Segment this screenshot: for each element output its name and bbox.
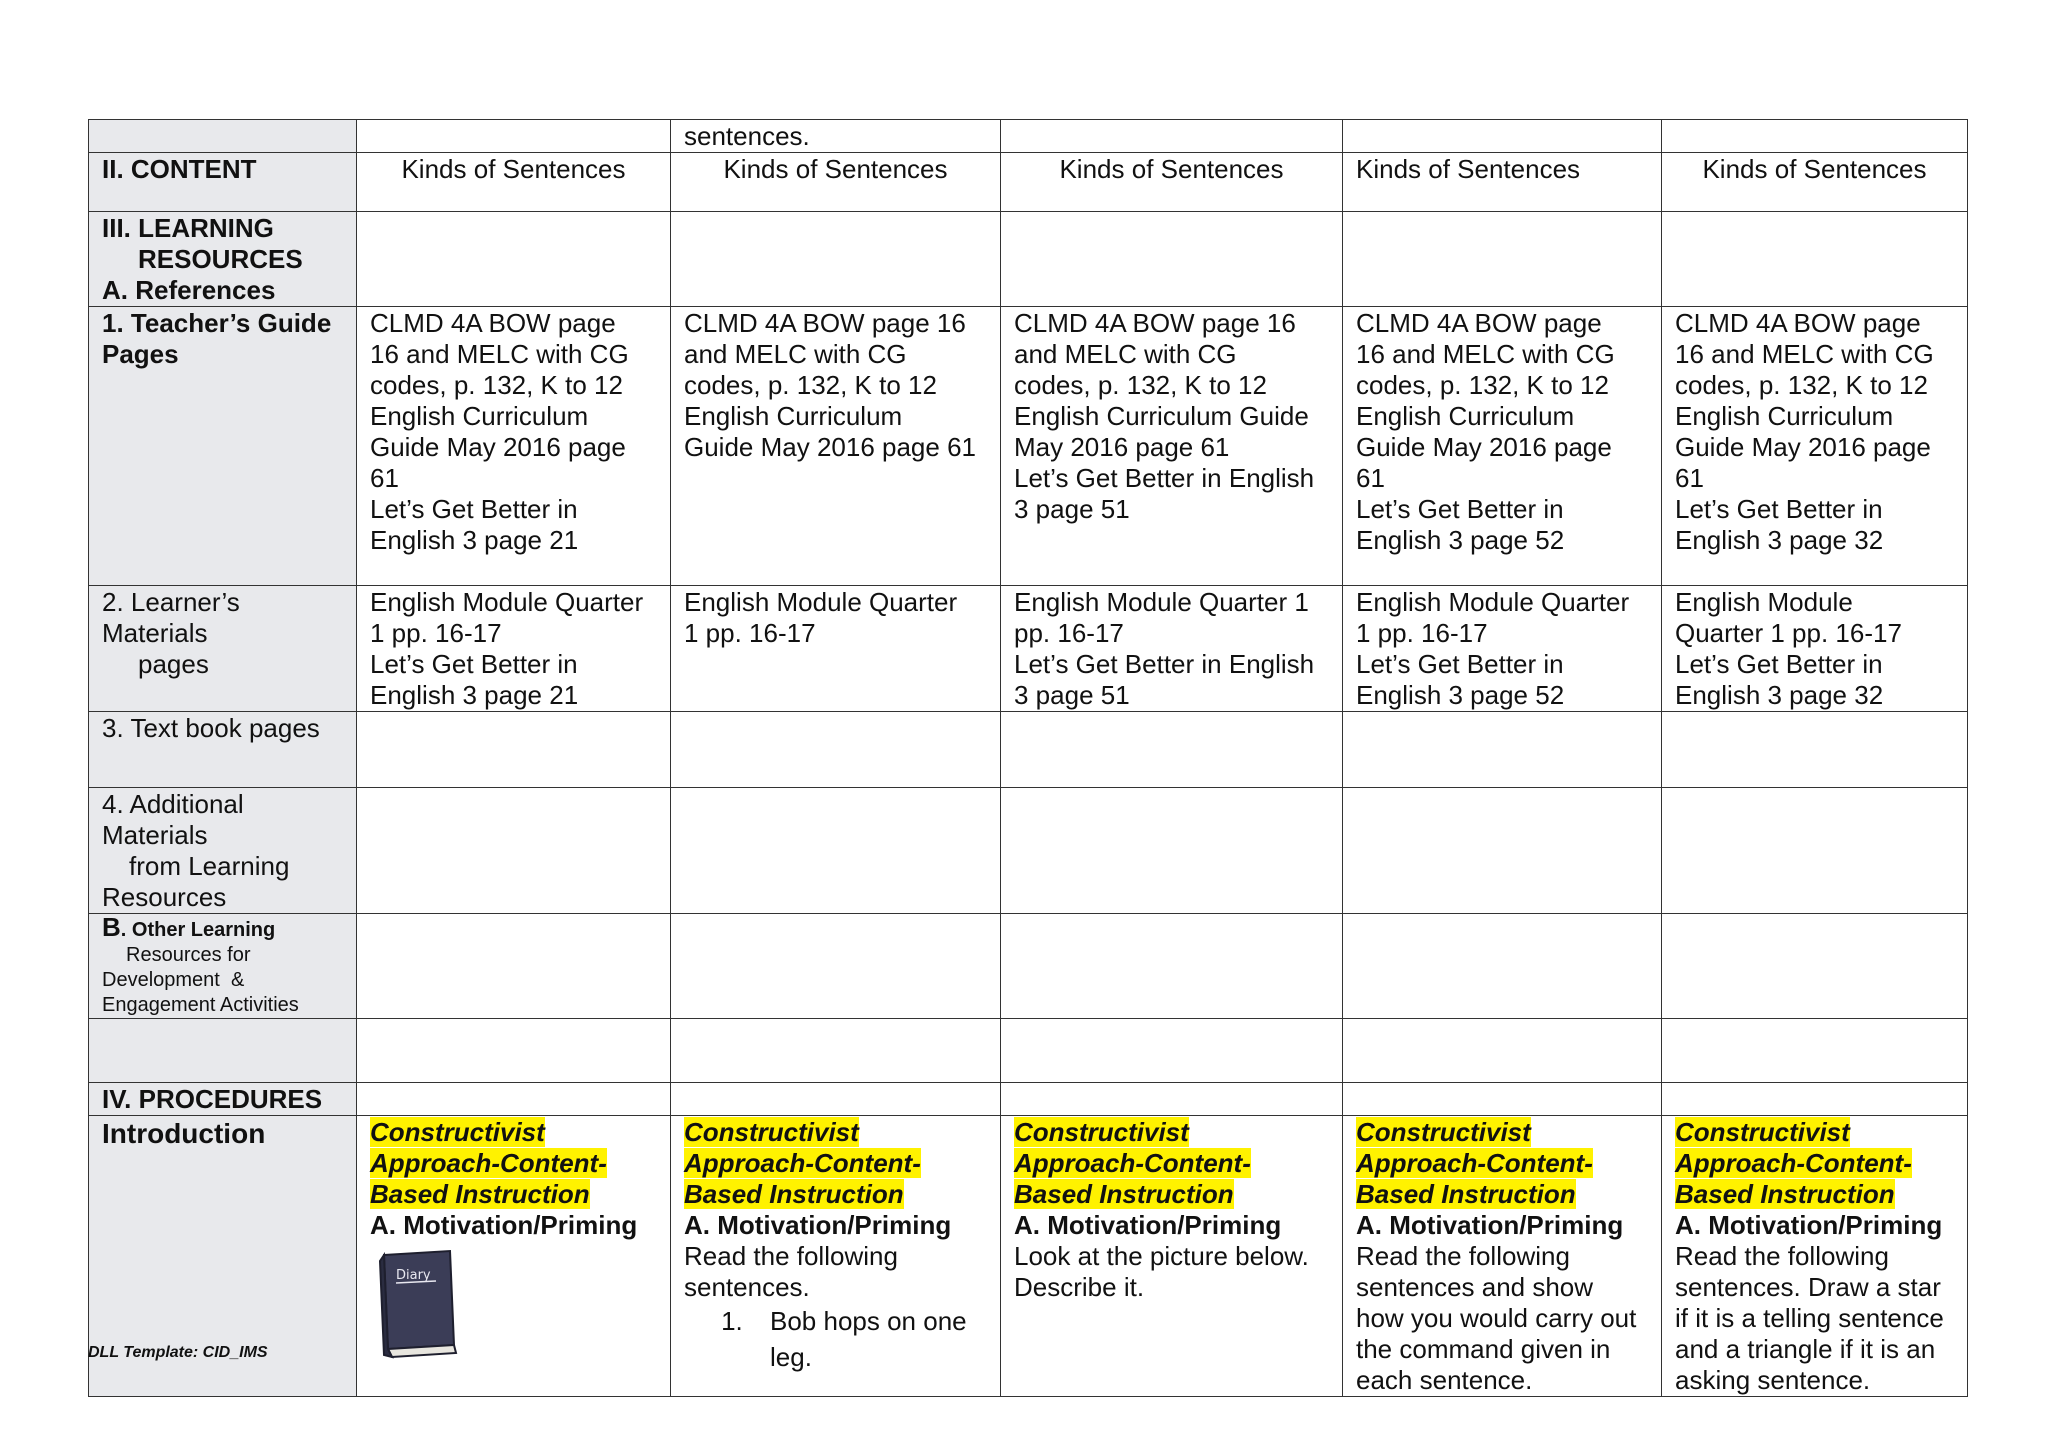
approach-line [370,1148,657,1179]
learning-resources-label [89,212,357,307]
procedures-label: IV. PROCEDURES [89,1083,357,1116]
text-line: Guide May 2016 page 61 [684,432,976,462]
text-line: English Module Quarter [684,587,958,617]
approach-text: Based Instruction [370,1179,590,1209]
approach-line [370,1117,657,1148]
text-line: 3 page 51 [1014,494,1130,524]
cell [1001,1019,1343,1083]
list-item: 1. Bob hops on one leg. [750,1303,987,1375]
cell [1343,914,1662,1019]
text-line: codes, p. 132, K to 12 [1014,370,1267,400]
approach-text: Constructivist [684,1117,859,1147]
text-line: sentences and show [1356,1272,1594,1302]
approach-line [1675,1148,1954,1179]
label-line: from Learning [129,851,290,881]
diary-label: Diary [396,1268,431,1283]
content-cell: Kinds of Sentences [671,153,1001,212]
motivation-heading: A. Motivation/Priming [1014,1210,1282,1240]
text-line: each sentence. [1356,1365,1533,1395]
text-line: Read the following [1675,1241,1889,1271]
text-line: how you would carry out [1356,1303,1637,1333]
label-line: Development & [102,969,245,991]
text-line: codes, p. 132, K to 12 [684,370,937,400]
text-line: Let’s Get Better in [1675,649,1883,679]
table-row-continuation [89,120,1968,153]
text-line: codes, p. 132, K to 12 [1356,370,1609,400]
cell [357,1083,671,1116]
teachers-guide-cell [357,307,671,586]
table-row-learners-materials [89,586,1968,712]
cell [1662,1083,1968,1116]
text-line: Let’s Get Better in [1675,494,1883,524]
other-resources-label [89,914,357,1019]
cell [1001,212,1343,307]
label-line: Resources for [126,944,251,966]
label-line: 1. Teacher’s Guide [102,308,332,338]
approach-text: Based Instruction [1675,1179,1895,1209]
text-line: sentences. [684,1272,810,1302]
approach-text: Approach-Content- [1356,1148,1593,1178]
text-line: if it is a telling sentence [1675,1303,1944,1333]
cell [671,914,1001,1019]
text-line: English Curriculum [1356,401,1575,431]
learners-materials-cell [1001,586,1343,712]
table-row-teachers-guide [89,307,1968,586]
text-line: and MELC with CG [684,339,907,369]
approach-text: Approach-Content- [1675,1148,1912,1178]
teachers-guide-cell [1343,307,1662,586]
cell [1662,788,1968,914]
text-line: Read the following [684,1241,898,1271]
label-line: Resources [102,882,227,912]
additional-materials-label [89,788,357,914]
label-line: Pages [102,339,179,369]
table-row-empty [89,1019,1968,1083]
learners-materials-label [89,586,357,712]
cell [357,712,671,788]
approach-line [1356,1179,1648,1210]
approach-text: Constructivist [1014,1117,1189,1147]
introduction-label: Introduction [102,1118,266,1149]
learners-materials-cell [671,586,1001,712]
cell [1343,1019,1662,1083]
label-line: Engagement Activities [102,994,299,1016]
cell [1662,212,1968,307]
cell [671,212,1001,307]
text-line: Guide May 2016 page [1675,432,1931,462]
text-line: English Module Quarter [1356,587,1630,617]
text-line: Read the following [1356,1241,1570,1271]
cell [1001,1083,1343,1116]
approach-line [684,1179,987,1210]
teachers-guide-cell [671,307,1001,586]
label-line [102,915,343,943]
label-line: pages [138,649,209,679]
teachers-guide-cell [1662,307,1968,586]
text-line: English 3 page 21 [370,680,579,710]
content-cell: Kinds of Sentences [357,153,671,212]
text-line: Let’s Get Better in [370,649,578,679]
text-line: Look at the picture below. [1014,1241,1309,1271]
text-line: and a triangle if it is an [1675,1334,1936,1364]
table-row-procedures [89,1083,1968,1116]
table-row-introduction [89,1116,1968,1397]
text-line: English 3 page 32 [1675,525,1884,555]
cell [357,212,671,307]
text-line: Let’s Get Better in English [1014,649,1315,679]
label-line: A. References [102,275,276,305]
text-line: 1 pp. 16-17 [370,618,502,648]
text-line: English Curriculum [1675,401,1894,431]
label-line: 2. Learner’s Materials [102,587,248,648]
approach-text: Approach-Content- [370,1148,607,1178]
text-line: 16 and MELC with CG [1356,339,1615,369]
approach-text: Approach-Content- [1014,1148,1251,1178]
text-line: English Module Quarter [370,587,644,617]
cell [357,914,671,1019]
text-line: 3 page 51 [1014,680,1130,710]
approach-line [1356,1148,1648,1179]
text-line: English Curriculum Guide [1014,401,1309,431]
table-row-additional-materials [89,788,1968,914]
approach-line [684,1148,987,1179]
text-line: Let’s Get Better in [370,494,578,524]
text-line: Let’s Get Better in [1356,649,1564,679]
cell [1662,914,1968,1019]
diary-book-image [370,1249,462,1361]
learners-materials-cell [1343,586,1662,712]
content-cell: Kinds of Sentences [1001,153,1343,212]
text-line: the command given in [1356,1334,1611,1364]
text-line: CLMD 4A BOW page [370,308,616,338]
text-line: Quarter 1 pp. 16-17 [1675,618,1902,648]
approach-line [684,1117,987,1148]
text-line: CLMD 4A BOW page [1356,308,1602,338]
cell [671,1019,1001,1083]
dll-table [88,119,1968,1397]
label-cell-empty [89,120,357,153]
cell [1343,120,1662,153]
learners-materials-cell [1662,586,1968,712]
text-line: asking sentence. [1675,1365,1871,1395]
cell [1001,788,1343,914]
text-line: Guide May 2016 page [370,432,626,462]
label-line: RESOURCES [138,244,303,274]
content-cell: Kinds of Sentences [1662,153,1968,212]
approach-text: Constructivist [1356,1117,1531,1147]
cell [357,120,671,153]
cell [671,120,1001,153]
label-cell-empty [89,1019,357,1083]
approach-line [1014,1179,1329,1210]
approach-text: Constructivist [1675,1117,1850,1147]
learners-materials-cell [357,586,671,712]
text-line: codes, p. 132, K to 12 [370,370,623,400]
sentence-list [684,1303,987,1375]
text-line: Describe it. [1014,1272,1145,1302]
content-label: II. CONTENT [89,153,357,212]
text-line: English Module [1675,587,1853,617]
content-cell: Kinds of Sentences [1343,153,1662,212]
approach-line [1014,1148,1329,1179]
text-line: 1 pp. 16-17 [684,618,816,648]
template-footer: DLL Template: CID_IMS [88,1344,268,1361]
cell [1662,712,1968,788]
table-row-learning-resources [89,212,1968,307]
introduction-cell [1343,1116,1662,1397]
text-line: English 3 page 21 [370,525,579,555]
teachers-guide-cell [1001,307,1343,586]
cell [357,788,671,914]
label-line: 4. Additional Materials [102,789,251,850]
label-text: . Other Learning [120,919,276,941]
text-line: codes, p. 132, K to 12 [1675,370,1928,400]
text-line: and MELC with CG [1014,339,1237,369]
continuation-text: sentences. [684,121,810,151]
text-line: English Curriculum [684,401,903,431]
cell [1343,712,1662,788]
label-letter: B [102,913,121,942]
text-line: Let’s Get Better in [1356,494,1564,524]
introduction-cell [357,1116,671,1397]
cell [1662,1019,1968,1083]
approach-text: Based Instruction [1014,1179,1234,1209]
approach-text: Constructivist [370,1117,545,1147]
cell [1001,120,1343,153]
approach-line [1014,1117,1329,1148]
cell [671,1083,1001,1116]
text-line: CLMD 4A BOW page [1675,308,1921,338]
table-row-content [89,153,1968,212]
cell [357,1019,671,1083]
approach-text: Based Instruction [1356,1179,1576,1209]
text-line: Let’s Get Better in English [1014,463,1315,493]
text-line: sentences. Draw a star [1675,1272,1941,1302]
cell [1001,914,1343,1019]
introduction-cell [1662,1116,1968,1397]
motivation-heading: A. Motivation/Priming [1675,1210,1943,1240]
approach-line [370,1179,657,1210]
text-line: CLMD 4A BOW page 16 [684,308,966,338]
text-line: 61 [1675,463,1704,493]
motivation-heading: A. Motivation/Priming [684,1210,952,1240]
text-line: May 2016 page 61 [1014,432,1230,462]
teachers-guide-label [89,307,357,586]
text-line: English 3 page 52 [1356,525,1565,555]
text-line: English Curriculum [370,401,589,431]
text-line: 16 and MELC with CG [370,339,629,369]
cell [1343,788,1662,914]
text-line: pp. 16-17 [1014,618,1124,648]
motivation-heading: A. Motivation/Priming [1356,1210,1624,1240]
text-line: English Module Quarter 1 [1014,587,1309,617]
approach-line [1675,1179,1954,1210]
cell [1343,212,1662,307]
cell [1343,1083,1662,1116]
motivation-heading: A. Motivation/Priming [370,1210,638,1240]
cell [671,788,1001,914]
cell [671,712,1001,788]
text-line: 61 [370,463,399,493]
introduction-cell [671,1116,1001,1397]
approach-line [1356,1117,1648,1148]
approach-line [1675,1117,1954,1148]
table-row-text-book [89,712,1968,788]
approach-text: Approach-Content- [684,1148,921,1178]
text-line: 61 [1356,463,1385,493]
text-book-label: 3. Text book pages [89,712,357,788]
text-line: 1 pp. 16-17 [1356,618,1488,648]
cell [1001,712,1343,788]
introduction-cell [1001,1116,1343,1397]
text-line: CLMD 4A BOW page 16 [1014,308,1296,338]
text-line: English 3 page 52 [1356,680,1565,710]
text-line: English 3 page 32 [1675,680,1884,710]
text-line: 16 and MELC with CG [1675,339,1934,369]
approach-text: Based Instruction [684,1179,904,1209]
table-row-other-resources [89,914,1968,1019]
label-line: III. LEARNING [102,213,274,243]
text-line: Guide May 2016 page [1356,432,1612,462]
cell [1662,120,1968,153]
